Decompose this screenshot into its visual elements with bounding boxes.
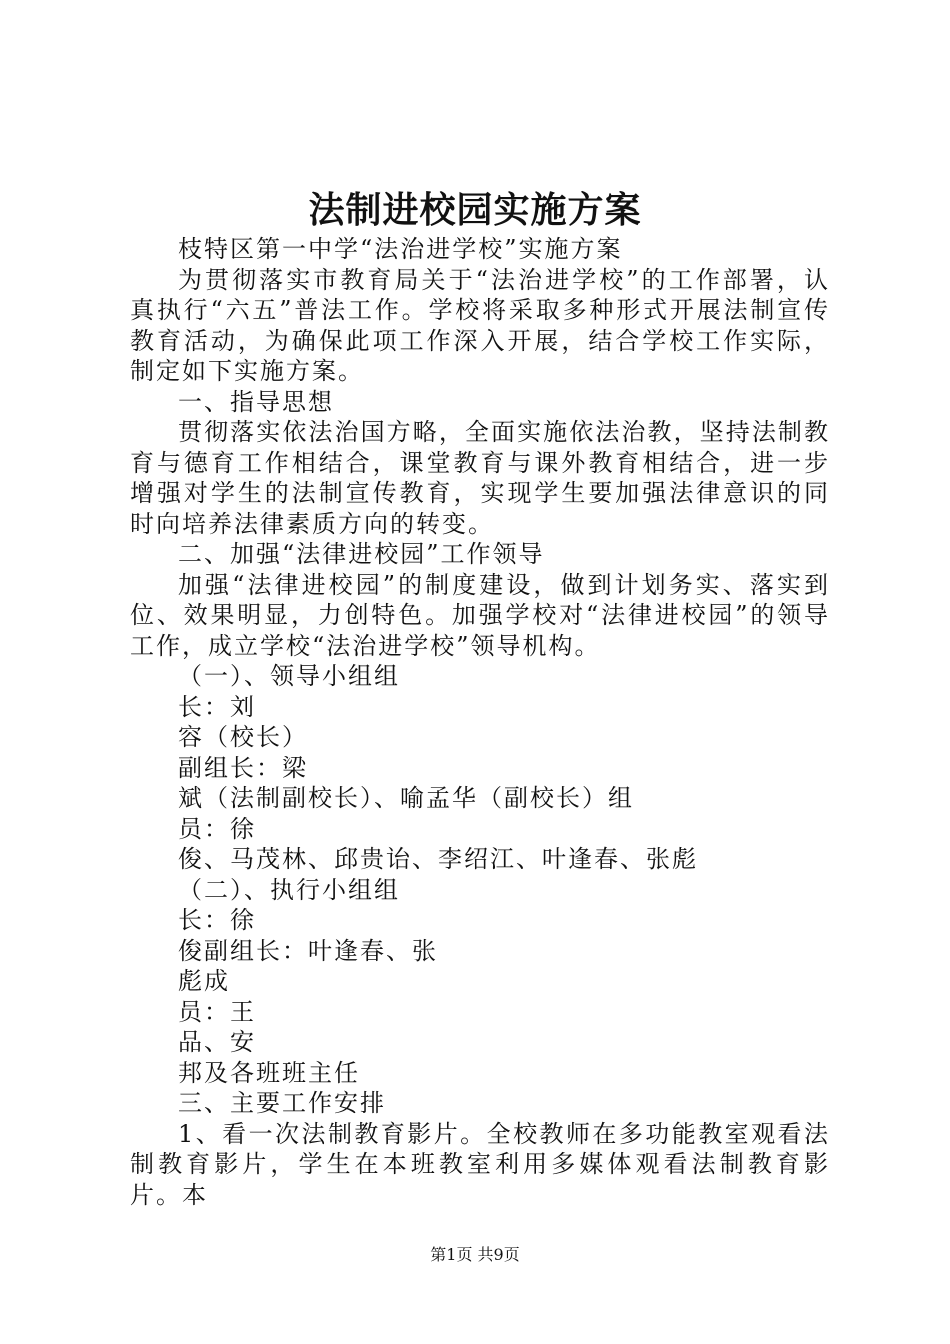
list-line: 副组长：梁 [178,753,308,782]
section-heading-guiding-thought: 一、指导思想 [178,387,334,416]
list-line: 长：刘 [178,692,256,721]
document-title: 法制进校园实施方案 [308,189,642,231]
list-line: 容（校长） [178,723,308,751]
list-line: 品、安 [178,1028,256,1056]
list-line: 员：王 [178,997,256,1026]
paragraph-leadership: 加强“法律进校园”的制度建设，做到计划务实、落实到位、效果明显，力创特色。加强学校对“法律进校园”的领导工作，成立学校“法治进学校”领导机构。 [130,570,830,660]
list-line: 邦及各班班主任 [178,1058,360,1087]
paragraph-guiding-thought: 贯彻落实依法治国方略，全面实施依法治教，坚持法制教育与德育工作相结合，课堂教育与课外教育相结合，进一步增强对学生的法制宣传教育，实现学生要加强法律意识的同时向培养法律素质方向的转变。 [130,418,830,538]
list-line: 斌（法制副校长）、喻孟华（副校长）组 [178,784,634,812]
paragraph-work-item-1: 1、看一次法制教育影片。全校教师在多功能教室观看法制教育影片，学生在本班教室利用多媒体观看法制教育影片。本 [130,1119,830,1209]
section-heading-leadership: 二、加强“法律进校园”工作领导 [178,540,545,568]
page-number-footer: 第1页 共9页 [430,1245,520,1264]
section-heading-work-arrangements: 三、主要工作安排 [178,1089,386,1117]
list-line: （二）、执行小组组 [178,875,400,904]
list-line: 俊、马茂林、邱贵诒、李绍江、叶逢春、张彪 [178,845,698,873]
paragraph-school-plan-title: 枝特区第一中学“法治进学校”实施方案 [178,235,623,263]
document-body [130,234,830,1210]
list-line: 员：徐 [178,814,256,843]
paragraph-intro: 为贯彻落实市教育局关于“法治进学校”的工作部署，认真执行“六五”普法工作。学校将采取多种形式开展法制宣传教育活动，为确保此项工作深入开展，结合学校工作实际，制定如下实施方案。 [130,265,830,385]
list-line: 彪成 [178,967,230,995]
list-line: 俊副组长：叶逢春、张 [178,936,438,965]
list-line: （一）、领导小组组 [178,662,400,690]
list-line: 长：徐 [178,906,256,934]
